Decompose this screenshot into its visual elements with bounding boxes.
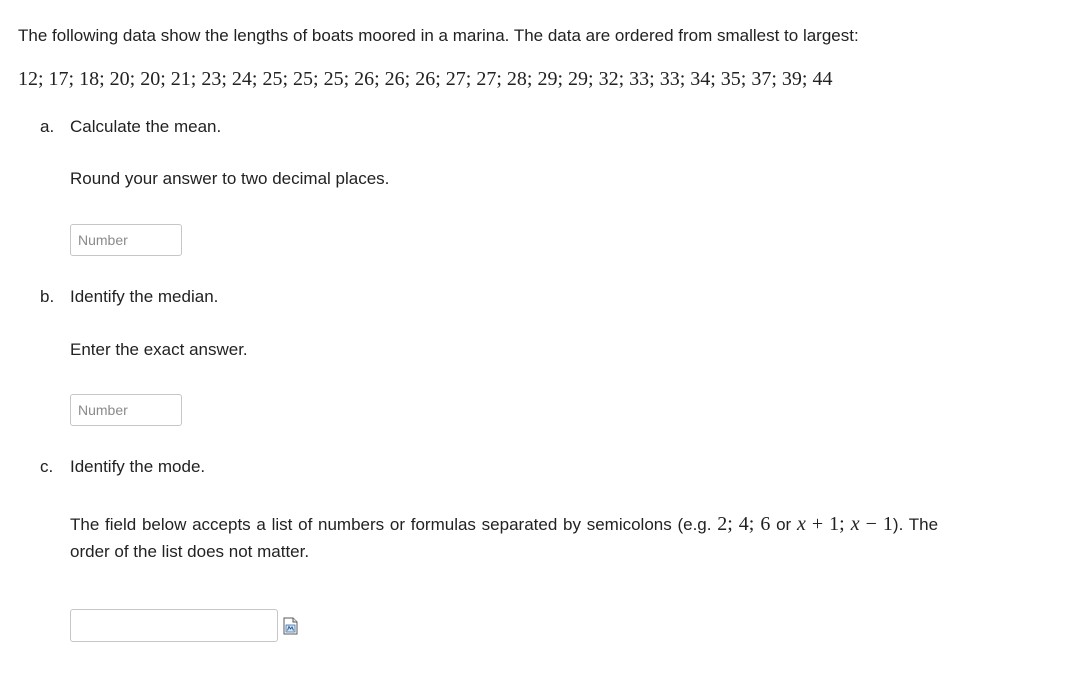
example-formula (797, 513, 893, 535)
part-c-marker: c. (40, 457, 54, 476)
part-a-prompt: Calculate the mean. (70, 117, 222, 136)
part-c-instruction (70, 511, 938, 565)
mean-answer-input[interactable] (70, 224, 182, 256)
part-a-instruction: Round your answer to two decimal places. (70, 169, 390, 188)
example-variable-1: x (796, 513, 806, 535)
instruction-or: or (770, 515, 797, 534)
part-b-prompt: Identify the median. (70, 287, 219, 306)
example-formula-end: − 1 (859, 513, 893, 535)
median-answer-input[interactable] (70, 394, 182, 426)
instruction-pre: The field below accepts a list of numbers or formulas separated by semicolons (e.g. (70, 515, 718, 534)
example-formula-mid: + 1; (805, 513, 851, 535)
formula-editor-icon[interactable] (283, 617, 298, 635)
instruction-post: ). The order of the list does not matter. (70, 515, 939, 561)
part-b-marker: b. (40, 287, 55, 306)
part-b-instruction: Enter the exact answer. (70, 340, 248, 359)
example-variable-2: x (850, 513, 860, 535)
question-intro: The following data show the lengths of boats moored in a marina. The data are ordered from smallest to largest: (18, 26, 859, 45)
mode-answer-input[interactable] (70, 609, 278, 642)
example-numbers: 2; 4; 6 (717, 513, 771, 535)
dataset-values: 12; 17; 18; 20; 20; 21; 23; 24; 25; 25; 25; 26; 26; 26; 27; 27; 28; 29; 29; 32; 33; 33; 34; 35; 37; 39; 44 (18, 68, 833, 90)
part-a-marker: a. (40, 117, 55, 136)
part-c-prompt: Identify the mode. (70, 457, 206, 476)
